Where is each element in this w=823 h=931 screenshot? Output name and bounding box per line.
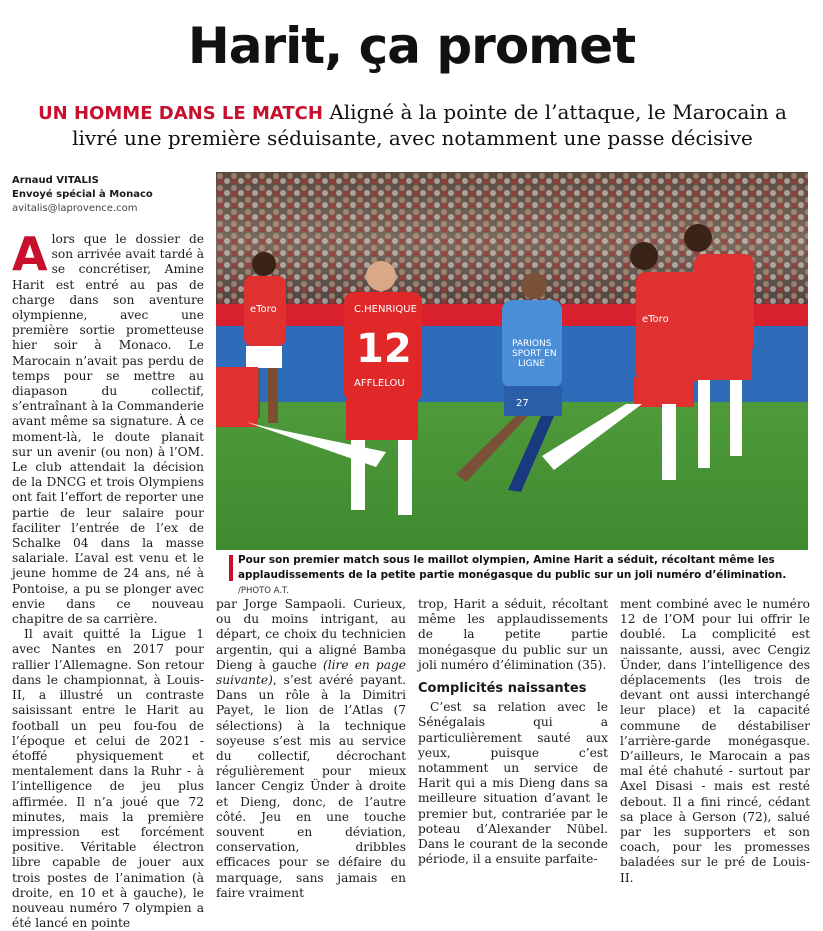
shirt-text-2: eToro (642, 314, 669, 325)
paragraph: Il avait quitté la Ligue 1 avec Nantes en 2017 pour rallier l’Allemagne. Son retour dans le championnat, à Louis-II, a illustré un contraste saisissant entre le Harit au football un peu fou-fou de l’époque et celui de 2021 - étoffé physiquement et mentalement dans la Ruhr - à l’intelligence de jeu plus affirmée. Il n’a joué que 72 minutes, mais la première impression est forcément positive. Véritable électron libre capable de jouer aux trois postes de l’animation (à droite, en 10 et à gauche), le nouveau numéro 7 olympien a été lancé en pointe (12, 627, 204, 931)
shirt-sponsor-4: LIGNE (518, 359, 546, 369)
paragraph-text: par Jorge Sampaoli. Curieux, ou du moins intrigant, au départ, ce choix du technicien argentin, qui a aligné Bamba Dieng à gauche (216, 597, 406, 672)
author-name: Arnaud VITALIS (12, 175, 99, 186)
kicker-label: UN HOMME DANS LE MATCH (38, 103, 323, 124)
article-column-1 (12, 227, 204, 931)
dropcap: A (12, 227, 48, 281)
paragraph-text: , s’est avéré payant. Dans un rôle à la Dimitri Payet, le lion de l’Atlas (7 sélections) à la technique soyeuse s’est mis au service du collectif, décrochant régulièrement pour mieux lancer Cengiz Ünder à droite et Dieng, donc, de l’autre côté. Jeu en une touche souvent en déviation, conservation, dribbles efficaces pour se défaire du marquage, sans jamais en faire vraiment (216, 673, 406, 900)
shirt-number: 12 (356, 326, 412, 372)
cross-reference: (lire en page suivante) (216, 657, 406, 688)
headline: Harit, ça promet (187, 17, 636, 75)
paragraph-text: lors que le dossier de son arrivée avait tardé à se concrétiser, Amine Harit est entré au pas de charge dans son aventure olympienne, avec une première sortie prometteuse hier soir à Monaco. Le Marocain n’avait pas perdu de temps pour se mettre au diapason du collectif, s’entraînant à la Commanderie avant même sa signature. À ce moment-là, le doute planait sur un avenir (ou non) à l’OM. Le club attendait la décision de la DNCG et trois Olympiens ont fait l’effort de reporter une partie de leur salaire pour faciliter l’entrée de l’ex de Schalke 04 dans la masse salariale. L’aval est venu et le jeune homme de 24 ans, né à Pontoise, a pu se plonger avec envie dans ce nouveau chapitre de sa carrière. (12, 232, 204, 627)
caption-text: Pour son premier match sous le maillot olympien, Amine Harit a séduit, récoltant même les applaudissements de la petite partie monégasque du public sur un joli numéro d’élimination. (238, 554, 787, 581)
shirt-text: eToro (250, 304, 277, 315)
paragraph (216, 597, 406, 901)
paragraph: C’est sa relation avec le Sénégalais qui a particulièrement sauté aux yeux, puisque c’est notamment un service de Harit qui a mis Dieng dans sa meilleure situation d’avant le premier but, contrariée par le poteau d’Alexander Nübel. Dans le courant de la seconde période, il a ensuite parfaite- (418, 700, 608, 867)
author-email[interactable]: avitalis@laprovence.com (12, 203, 138, 214)
shirt-sponsor: AFFLELOU (354, 378, 405, 389)
paragraph: ment combiné avec le numéro 12 de l’OM pour lui offrir le doublé. La complicité est naissante, aussi, avec Cengiz Ünder, dans l’intelligence des déplacements (les trois de devant ont aussi interchangé leur place) et la capacité commune de déstabiliser l’arrière-garde monégasque. D’ailleurs, le Marocain a pas mal été chahuté - surtout par Axel Disasi - mais est resté debout. Il a fini rincé, cédant sa place à Gerson (72), salué par les supporters et son coach, pour les promesses baladées sur le pré de Louis-II. (620, 597, 810, 885)
subheadline (20, 100, 805, 151)
author-role: Envoyé spécial à Monaco (12, 189, 153, 200)
photo-caption (238, 553, 810, 599)
subhead-text: Aligné à la pointe de l’attaque, le Marocain a livré une première séduisante, avec notamment une passe décisive (72, 100, 787, 150)
photo-illustration (216, 172, 808, 550)
paragraph (12, 227, 204, 627)
article-column-3 (418, 597, 608, 867)
article-column-4 (620, 597, 810, 885)
football-match-photo (216, 172, 808, 550)
shirt-sponsor-2: PARIONS (512, 339, 552, 349)
byline (12, 174, 212, 216)
photo-credit: /PHOTO A.T. (238, 586, 289, 596)
section-heading: Complicités naissantes (418, 681, 587, 697)
paragraph: trop, Harit a séduit, récoltant même les applaudissements de la petite partie monégasque du public sur un joli numéro d’élimination (35). (418, 597, 608, 672)
shirt-sponsor-3: SPORT EN (512, 349, 557, 359)
article-column-2 (216, 597, 406, 900)
shirt-text: C.HENRIQUE (354, 304, 417, 315)
caption-accent-bar (229, 555, 233, 581)
shorts-number: 27 (516, 398, 529, 409)
